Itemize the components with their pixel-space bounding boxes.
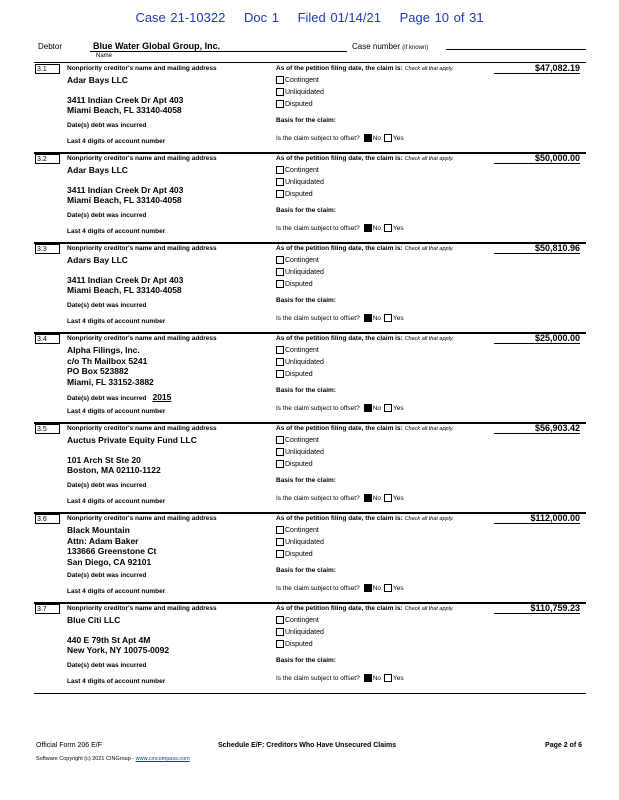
last4-label: Last 4 digits of account number <box>67 408 166 415</box>
creditor-header: Nonpriority creditor's name and mailing address <box>67 605 217 612</box>
claim-number: 3.1 <box>35 64 60 74</box>
unliquidated-checkbox <box>276 448 284 456</box>
form-number: Official Form 206 E/F <box>36 742 103 749</box>
disputed-option[interactable]: Disputed <box>276 460 313 468</box>
unliquidated-option[interactable]: Unliquidated <box>276 538 324 546</box>
disputed-checkbox <box>276 550 284 558</box>
creditor-name: Auctus Private Equity Fund LLC <box>67 435 197 445</box>
page-of: Page 10 of 31 <box>399 10 484 25</box>
creditor-address: 440 E 79th St Apt 4M New York, NY 10075-0092 <box>67 634 170 655</box>
petition-label: As of the petition filing date, the claim is: Check all that apply. <box>276 245 454 252</box>
petition-label: As of the petition filing date, the claim is: Check all that apply. <box>276 155 454 162</box>
contingent-option[interactable]: Contingent <box>276 346 319 354</box>
disputed-checkbox <box>276 460 284 468</box>
offset-no-checkbox[interactable] <box>364 584 372 592</box>
date-incurred-label: Date(s) debt was incurred <box>67 212 147 219</box>
unliquidated-option[interactable]: Unliquidated <box>276 358 324 366</box>
contingent-option[interactable]: Contingent <box>276 616 319 624</box>
filed-date: Filed 01/14/21 <box>297 10 381 25</box>
offset-yes-checkbox[interactable] <box>384 584 392 592</box>
basis-label: Basis for the claim: <box>276 207 336 214</box>
unliquidated-option[interactable]: Unliquidated <box>276 448 324 456</box>
offset-question: Is the claim subject to offset? No Yes <box>276 224 404 232</box>
offset-question: Is the claim subject to offset? No Yes <box>276 674 404 682</box>
date-incurred-label: Date(s) debt was incurred <box>67 122 147 129</box>
last4-label: Last 4 digits of account number <box>67 498 166 505</box>
contingent-checkbox <box>276 166 284 174</box>
case-id: Case 21-10322 <box>135 10 226 25</box>
basis-label: Basis for the claim: <box>276 567 336 574</box>
debtor-row <box>38 42 586 64</box>
offset-yes-checkbox[interactable] <box>384 134 392 142</box>
basis-label: Basis for the claim: <box>276 477 336 484</box>
offset-yes-checkbox[interactable] <box>384 404 392 412</box>
offset-yes-checkbox[interactable] <box>384 674 392 682</box>
case-number-label: Case number (if known) <box>352 42 429 51</box>
date-incurred-label: Date(s) debt was incurred <box>67 662 147 669</box>
date-incurred-label: Date(s) debt was incurred <box>67 302 147 309</box>
date-incurred-label: Date(s) debt was incurred 2015 <box>67 392 172 402</box>
creditor-name: Adars Bay LLC <box>67 255 128 265</box>
creditor-name: Adar Bays LLC <box>67 75 128 85</box>
offset-no-checkbox[interactable] <box>364 314 372 322</box>
basis-label: Basis for the claim: <box>276 117 336 124</box>
claim-number: 3.2 <box>35 154 60 164</box>
date-incurred-label: Date(s) debt was incurred <box>67 572 147 579</box>
last4-label: Last 4 digits of account number <box>67 678 166 685</box>
claim-number: 3.4 <box>35 334 60 344</box>
claim-number: 3.6 <box>35 514 60 524</box>
last4-label: Last 4 digits of account number <box>67 138 166 145</box>
creditor-name: Black Mountain Attn: Adam Baker 133666 Greenstone Ct San Diego, CA 92101 <box>67 525 157 567</box>
contingent-checkbox <box>276 76 284 84</box>
contingent-option[interactable]: Contingent <box>276 166 319 174</box>
unliquidated-checkbox <box>276 88 284 96</box>
form-title: Schedule E/F: Creditors Who Have Unsecured Claims <box>218 742 397 749</box>
date-incurred-label: Date(s) debt was incurred <box>67 482 147 489</box>
offset-no-checkbox[interactable] <box>364 224 372 232</box>
contingent-option[interactable]: Contingent <box>276 436 319 444</box>
offset-question: Is the claim subject to offset? No Yes <box>276 404 404 412</box>
basis-label: Basis for the claim: <box>276 297 336 304</box>
offset-no-checkbox[interactable] <box>364 134 372 142</box>
offset-question: Is the claim subject to offset? No Yes <box>276 314 404 322</box>
creditor-address: 3411 Indian Creek Dr Apt 403 Miami Beach, FL 33140-4058 <box>67 94 184 115</box>
unliquidated-option[interactable]: Unliquidated <box>276 178 324 186</box>
claim-entry <box>34 602 586 694</box>
claim-amount: $56,903.42 <box>494 423 580 434</box>
contingent-option[interactable]: Contingent <box>276 256 319 264</box>
unliquidated-checkbox <box>276 178 284 186</box>
unliquidated-option[interactable]: Unliquidated <box>276 88 324 96</box>
disputed-option[interactable]: Disputed <box>276 550 313 558</box>
creditor-header: Nonpriority creditor's name and mailing address <box>67 245 217 252</box>
claim-amount: $25,000.00 <box>494 333 580 344</box>
creditor-header: Nonpriority creditor's name and mailing address <box>67 425 217 432</box>
contingent-checkbox <box>276 526 284 534</box>
offset-no-checkbox[interactable] <box>364 494 372 502</box>
offset-yes-checkbox[interactable] <box>384 224 392 232</box>
unliquidated-checkbox <box>276 538 284 546</box>
creditor-header: Nonpriority creditor's name and mailing address <box>67 515 217 522</box>
disputed-option[interactable]: Disputed <box>276 100 313 108</box>
offset-no-checkbox[interactable] <box>364 404 372 412</box>
creditor-address: 3411 Indian Creek Dr Apt 403 Miami Beach, FL 33140-4058 <box>67 274 184 295</box>
disputed-checkbox <box>276 280 284 288</box>
unliquidated-option[interactable]: Unliquidated <box>276 628 324 636</box>
creditor-name: Alpha Filings, Inc. c/o Th Mailbox 5241 PO Box 523882 Miami, FL 33152-3882 <box>67 345 154 387</box>
offset-question: Is the claim subject to offset? No Yes <box>276 134 404 142</box>
case-number-field <box>446 49 586 50</box>
contingent-checkbox <box>276 436 284 444</box>
creditor-header: Nonpriority creditor's name and mailing address <box>67 335 217 342</box>
offset-question: Is the claim subject to offset? No Yes <box>276 494 404 502</box>
disputed-checkbox <box>276 370 284 378</box>
offset-yes-checkbox[interactable] <box>384 314 392 322</box>
disputed-option[interactable]: Disputed <box>276 370 313 378</box>
petition-label: As of the petition filing date, the claim is: Check all that apply. <box>276 65 454 72</box>
petition-label: As of the petition filing date, the claim is: Check all that apply. <box>276 425 454 432</box>
vendor-link[interactable]: www.cincompass.com <box>135 756 190 762</box>
claim-entry <box>34 512 586 604</box>
last4-label: Last 4 digits of account number <box>67 588 166 595</box>
creditor-address: 101 Arch St Ste 20 Boston, MA 02110-1122 <box>67 454 161 475</box>
doc-number: Doc 1 <box>243 10 279 25</box>
offset-no-checkbox[interactable] <box>364 674 372 682</box>
disputed-checkbox <box>276 190 284 198</box>
creditor-address: 3411 Indian Creek Dr Apt 403 Miami Beach, FL 33140-4058 <box>67 184 184 205</box>
claim-amount: $112,000.00 <box>494 513 580 524</box>
last4-label: Last 4 digits of account number <box>67 318 166 325</box>
copyright: Software Copyright (c) 2021 CINGroup - www.cincompass.com <box>36 756 190 762</box>
disputed-option[interactable]: Disputed <box>276 190 313 198</box>
contingent-checkbox <box>276 616 284 624</box>
creditor-header: Nonpriority creditor's name and mailing address <box>67 155 217 162</box>
contingent-option[interactable]: Contingent <box>276 526 319 534</box>
claim-amount: $110,759.23 <box>494 603 580 614</box>
contingent-checkbox <box>276 256 284 264</box>
disputed-checkbox <box>276 100 284 108</box>
petition-label: As of the petition filing date, the claim is: Check all that apply. <box>276 515 454 522</box>
debtor-name: Blue Water Global Group, Inc. <box>90 41 347 52</box>
claim-number: 3.5 <box>35 424 60 434</box>
creditor-name: Blue Citi LLC <box>67 615 121 625</box>
claim-entry <box>34 152 586 244</box>
claim-entry <box>34 242 586 334</box>
contingent-option[interactable]: Contingent <box>276 76 319 84</box>
claim-number: 3.3 <box>35 244 60 254</box>
unliquidated-checkbox <box>276 358 284 366</box>
disputed-checkbox <box>276 640 284 648</box>
claim-number: 3.7 <box>35 604 60 614</box>
basis-label: Basis for the claim: <box>276 387 336 394</box>
creditor-name: Adar Bays LLC <box>67 165 128 175</box>
unliquidated-checkbox <box>276 268 284 276</box>
petition-label: As of the petition filing date, the claim is: Check all that apply. <box>276 335 454 342</box>
claim-entry <box>34 332 586 424</box>
claim-amount: $50,000.00 <box>494 153 580 164</box>
debtor-label: Debtor <box>38 42 63 51</box>
offset-yes-checkbox[interactable] <box>384 494 392 502</box>
form-page: Page 2 of 6 <box>545 742 582 749</box>
offset-question: Is the claim subject to offset? No Yes <box>276 584 404 592</box>
court-header <box>0 10 619 25</box>
creditor-header: Nonpriority creditor's name and mailing address <box>67 65 217 72</box>
claim-entry <box>34 62 586 154</box>
claim-entry <box>34 422 586 514</box>
unliquidated-option[interactable]: Unliquidated <box>276 268 324 276</box>
unliquidated-checkbox <box>276 628 284 636</box>
basis-label: Basis for the claim: <box>276 657 336 664</box>
contingent-checkbox <box>276 346 284 354</box>
disputed-option[interactable]: Disputed <box>276 640 313 648</box>
claim-amount: $47,082.19 <box>494 63 580 74</box>
date-incurred-value: 2015 <box>152 392 172 402</box>
disputed-option[interactable]: Disputed <box>276 280 313 288</box>
claim-amount: $50,810.96 <box>494 243 580 254</box>
petition-label: As of the petition filing date, the claim is: Check all that apply. <box>276 605 454 612</box>
last4-label: Last 4 digits of account number <box>67 228 166 235</box>
name-caption: Name <box>96 53 113 59</box>
